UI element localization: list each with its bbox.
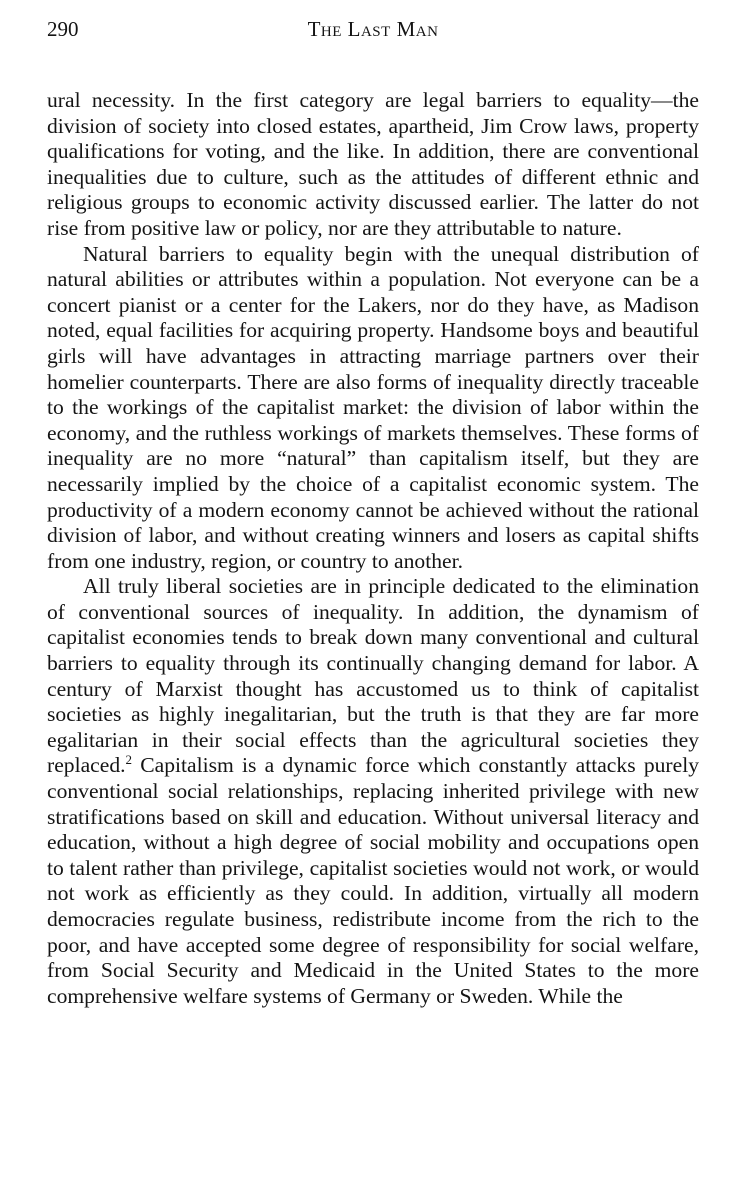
running-title: The Last Man	[307, 17, 439, 41]
page-number: 290	[47, 17, 79, 41]
paragraph-natural-barriers: Natural barriers to equality begin with the unequal distribution of natural abilities or attributes within a population. Not everyone can be a concert pianist or a center for the Lakers, nor do they have, as Madison noted, equal facilities for acquiring property. Handsome boys and beautiful girls will have advantages in attracting marriage partners over their homelier counterparts. There are also forms of inequality directly traceable to the workings of the capitalist market: the division of labor within the economy, and the ruthless workings of markets themselves. These forms of inequality are no more “natural” than capitalism itself, but they are necessarily implied by the choice of a capitalist economic system. The productivity of a modern economy cannot be achieved without the rational division of labor, and without creating winners and losers as capital shifts from one industry, region, or country to another.	[47, 241, 699, 573]
body-text	[47, 88, 699, 1009]
paragraph-liberal-societies	[47, 574, 699, 1009]
paragraph-text-after-note: Capitalism is a dynamic force which constantly attacks purely conventional social relationships, replacing inherited privilege with new stratifications based on skill and education. Without universal literacy and education, without a high degree of social mobility and occupations open to talent rather than privilege, capitalist societies would not work, or would not work as efficiently as they could. In addition, virtually all modern democracies regulate business, redistribute income from the rich to the poor, and have accepted some degree of responsibility for social welfare, from Social Security and Medicaid in the United States to the more comprehensive welfare systems of Germany or Sweden. While the	[47, 753, 699, 1008]
footnote-reference[interactable]: 2	[125, 752, 133, 768]
paragraph-text-before-note: All truly liberal societies are in principle dedicated to the elimination of conventional sources of inequality. In addition, the dynamism of capitalist economies tends to break down many conventional and cultural barriers to equality through its continually changing demand for labor. A century of Marxist thought has accustomed us to think of capitalist societies as highly inegalitarian, but the truth is that they are far more egalitarian in their social effects than the agricultural societies they replaced.	[47, 574, 699, 778]
book-page	[47, 14, 699, 1009]
running-head	[47, 14, 699, 44]
paragraph-continued: ural necessity. In the first category are legal barriers to equality—the division of society into closed estates, apartheid, Jim Crow laws, property qualifications for voting, and the like. In addition, there are conventional inequalities due to culture, such as the attitudes of different ethnic and religious groups to economic activity discussed earlier. The latter do not rise from positive law or policy, nor are they attributable to nature.	[47, 88, 699, 240]
